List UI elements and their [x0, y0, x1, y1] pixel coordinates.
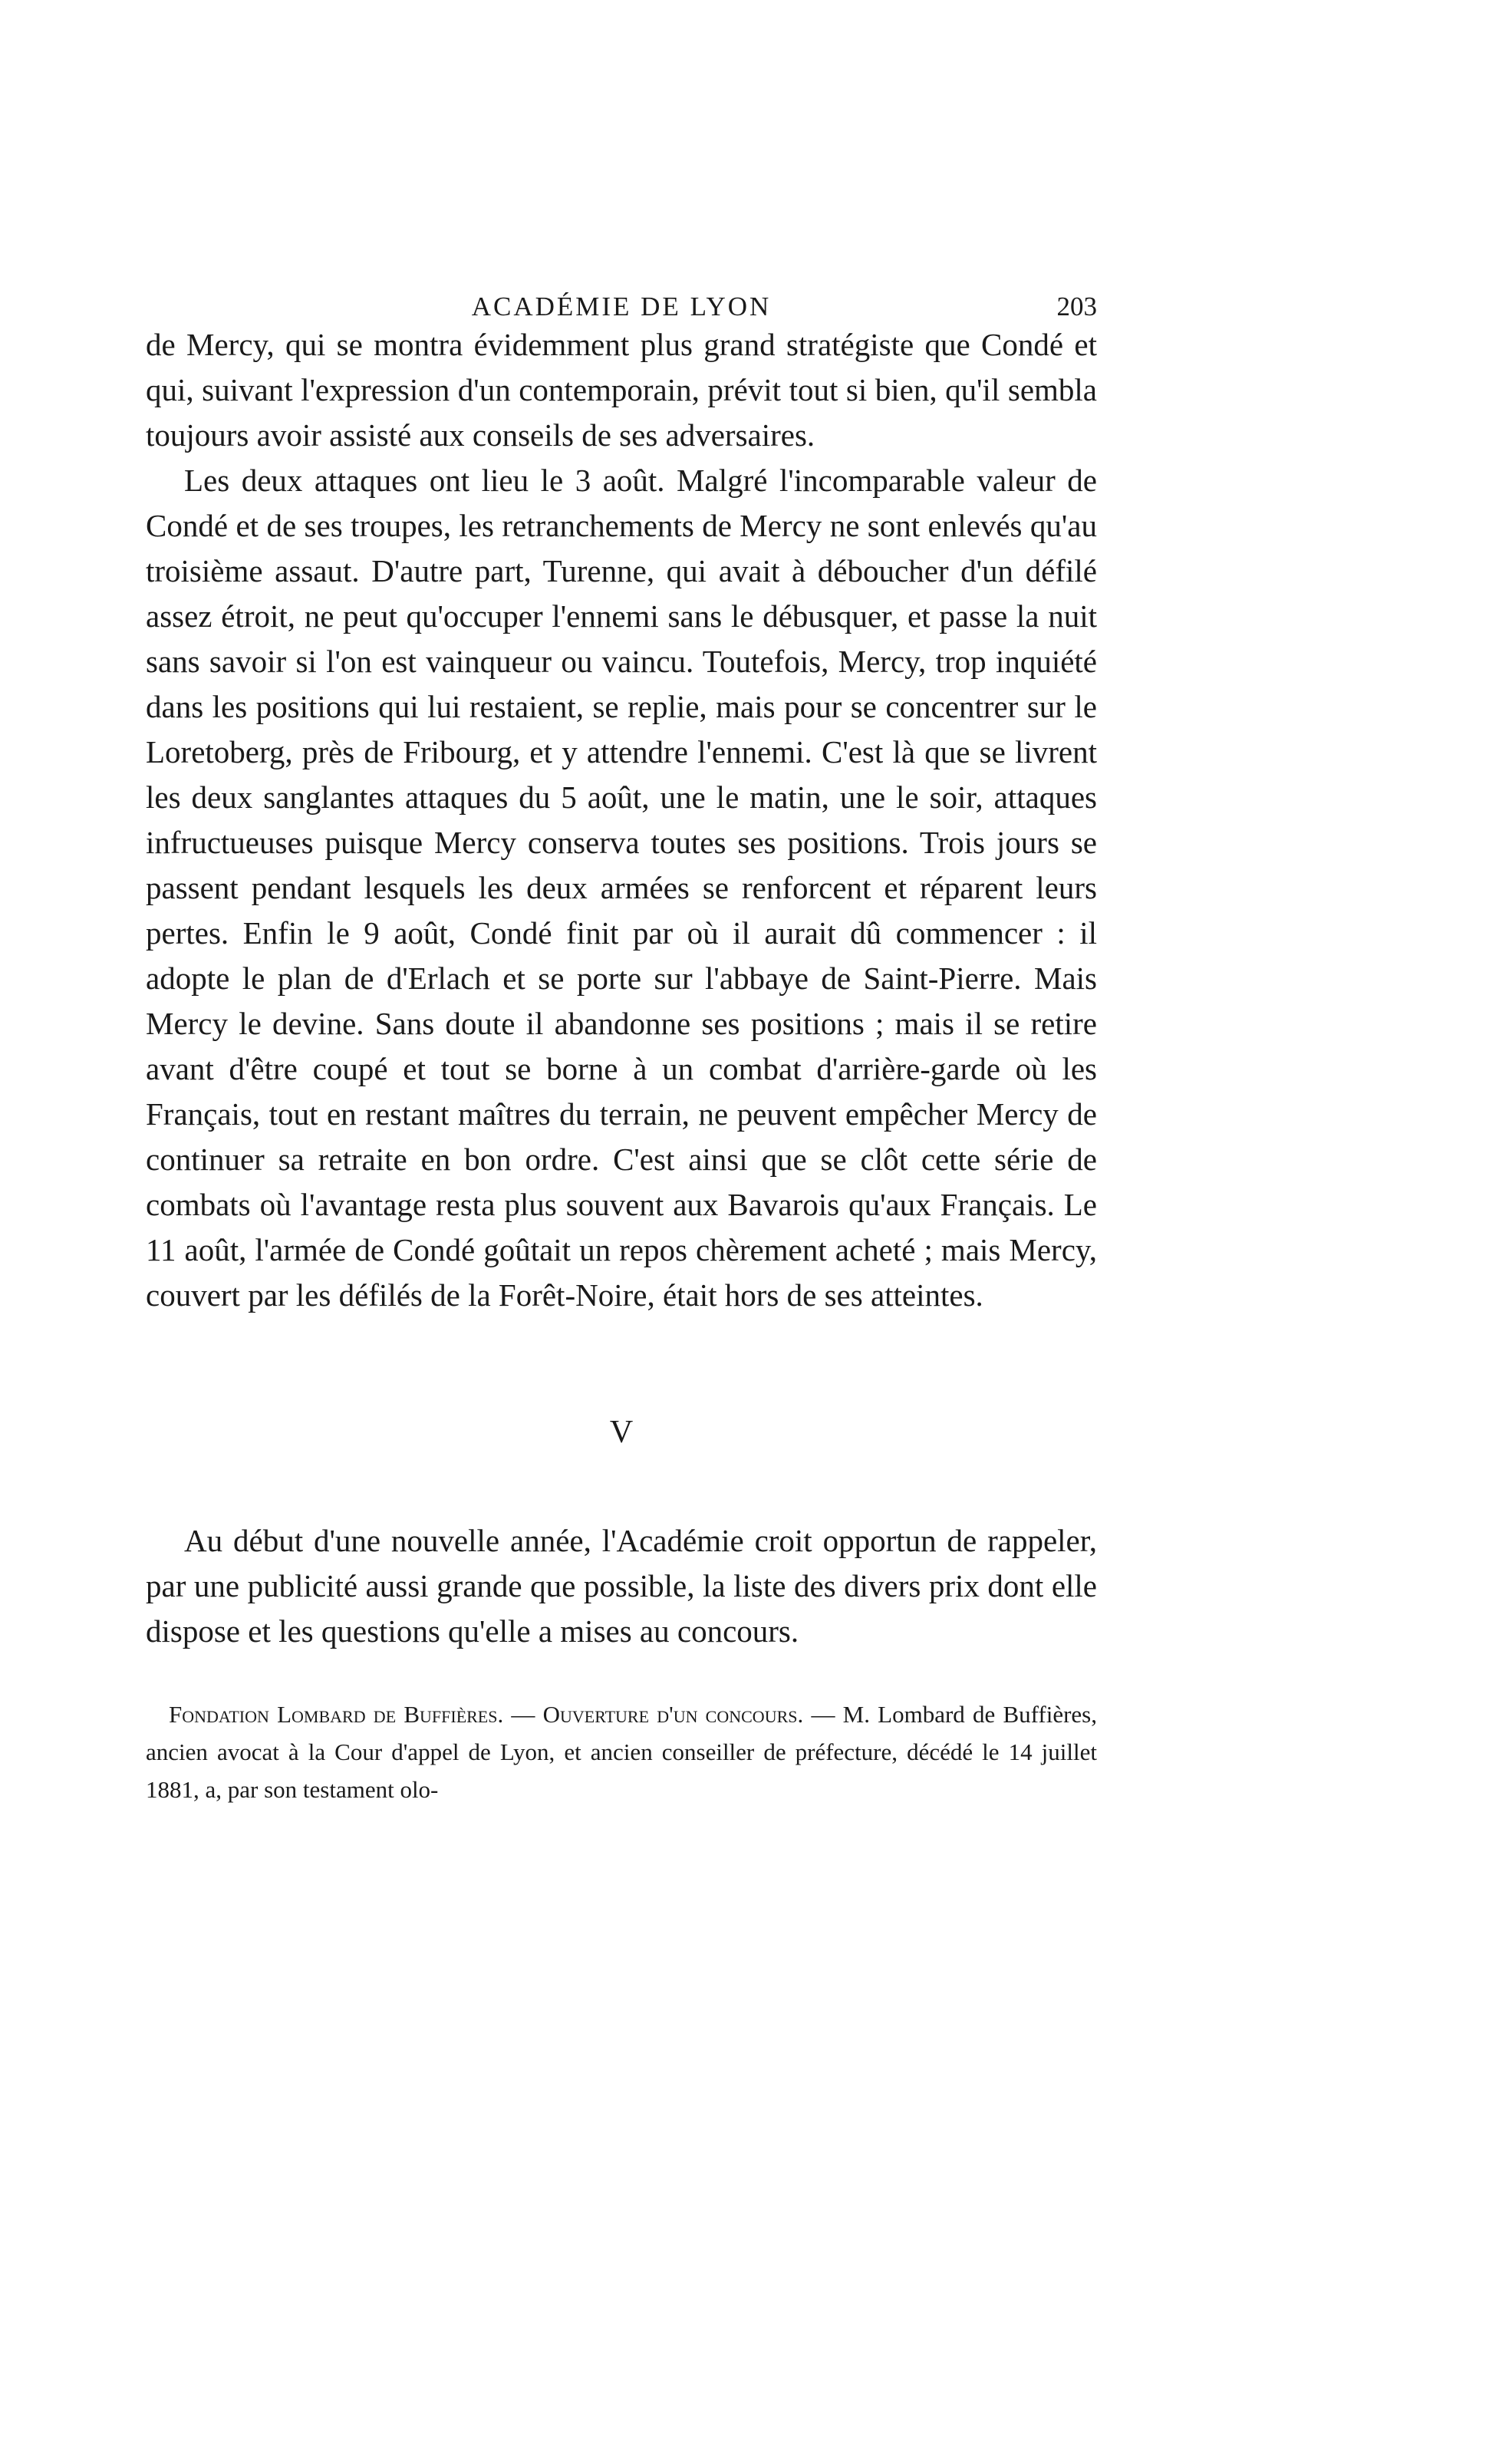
paragraph-battle-account: Les deux attaques ont lieu le 3 août. Malgré l'incomparable valeur de Condé et de ses troupes, les retranchements de Mercy ne sont enlevés qu'au troisième assaut. D'autre part, Turenne, qui avait à déboucher d'un défilé assez étroit, ne peut qu'occuper l'ennemi sans le débusquer, et passe la nuit sans savoir si l'on est vainqueur ou vaincu. Toutefois, Mercy, trop inquiété dans les positions qui lui restaient, se replie, mais pour se concentrer sur le Loretoberg, près de Fribourg, et y attendre l'ennemi. C'est là que se livrent les deux sanglantes attaques du 5 août, une le matin, une le soir, attaques infructueuses puisque Mercy conserva toutes ses positions. Trois jours se passent pendant lesquels les deux armées se renforcent et réparent leurs pertes. Enfin le 9 août, Condé finit par où il aurait dû commencer : il adopte le plan de d'Erlach et se porte sur l'abbaye de Saint-Pierre. Mais Mercy le devine. Sans doute il abandonne ses positions ; mais il se retire avant d'être coupé et tout se borne à un combat d'arrière-garde où les Français, tout en restant maîtres du terrain, ne peuvent empêcher Mercy de continuer sa retraite en bon ordre. C'est ainsi que se clôt cette série de combats où l'avantage resta plus souvent aux Bavarois qu'aux Français. Le 11 août, l'armée de Condé goûtait un repos chèrement acheté ; mais Mercy, couvert par les défilés de la Forêt-Noire, était hors de ses atteintes.: [146, 463, 1097, 1313]
foundation-note: [146, 1695, 1097, 1808]
section-numeral: V: [609, 1415, 634, 1450]
running-title: ACADÉMIE DE LYON: [471, 292, 772, 321]
running-head: [146, 276, 1097, 322]
page-number: 203: [1056, 292, 1097, 321]
paragraph-section-intro: Au début d'une nouvelle année, l'Académie croit opportun de rappeler, par une publicité aussi grande que possible, la liste des divers prix dont elle dispose et les questions qu'elle a mises au concours.: [146, 1523, 1097, 1649]
book-page: [146, 276, 1097, 1808]
body-text: [146, 322, 1097, 1654]
foundation-note-heading: Fondation Lombard de Buffières. — Ouverture d'un concours. —: [169, 1701, 835, 1728]
foundation-note-text: M. Lombard de Buffières, ancien avocat à la Cour d'appel de Lyon, et ancien conseiller de préfecture, décédé le 14 juillet 1881, a, par son testament olo-: [146, 1701, 1097, 1803]
paragraph-continuation: de Mercy, qui se montra évidemment plus grand stratégiste que Condé et qui, suivant l'expression d'un contemporain, prévit tout si bien, qu'il sembla toujours avoir assisté aux conseils de ses adversaires.: [146, 327, 1097, 453]
